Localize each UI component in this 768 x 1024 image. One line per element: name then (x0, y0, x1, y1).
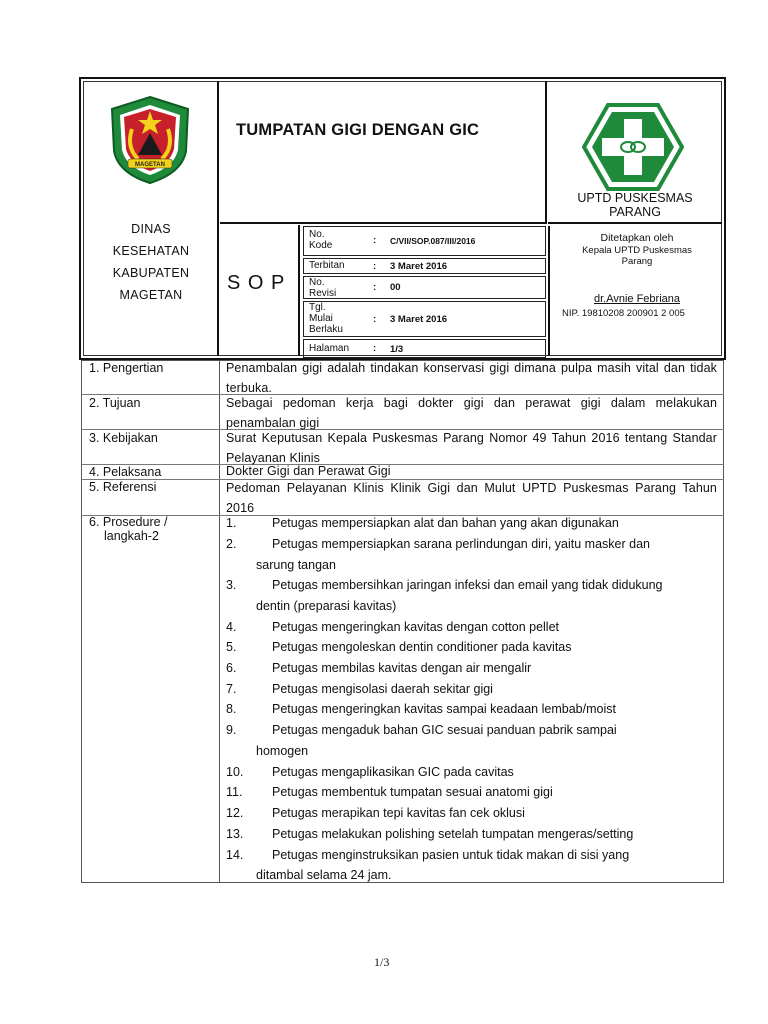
procedure-step-continuation: dentin (preparasi kavitas) (256, 599, 397, 613)
agency-name (83, 218, 219, 306)
section-label-referensi: 5. Referensi (89, 480, 157, 494)
sop-cell (220, 225, 300, 356)
page-number: 1/3 (374, 955, 390, 969)
approval-line-1: Ditetapkan oleh (600, 232, 674, 244)
procedure-step: 1. Petugas mempersiapkan alat dan bahan yang akan digunakan (226, 516, 619, 530)
section-text-pengertian: Penambalan gigi adalah tindakan konservasi gigi dimana pulpa masih vital dan tidak terbuka. (226, 361, 717, 395)
procedure-step: 9. Petugas mengaduk bahan GIC sesuai panduan pabrik sampai (226, 723, 617, 737)
title-cell (220, 81, 547, 224)
section-text-referensi: Pedoman Pelayanan Klinis Klinik Gigi dan Mulut UPTD Puskesmas Parang Tahun 2016 (226, 481, 717, 515)
procedure-step: 4. Petugas mengeringkan kavitas dengan cotton pellet (226, 620, 559, 634)
meta-sep-halaman: : (373, 343, 377, 354)
prosedure-label-line-2: langkah-2 (104, 529, 159, 543)
procedure-step: 11. Petugas membentuk tumpatan sesuai anatomi gigi (226, 785, 553, 799)
approval-line-2: Kepala UPTD Puskesmas (582, 245, 692, 256)
procedure-step-continuation: homogen (256, 744, 309, 758)
meta-divider (366, 226, 367, 358)
meta-value-revisi: 00 (390, 282, 401, 293)
approval-nip: NIP. 19810208 200901 2 005 (562, 308, 685, 319)
section-text-pelaksana: Dokter Gigi dan Perawat Gigi (226, 464, 391, 478)
document-title: TUMPATAN GIGI DENGAN GIC (236, 121, 480, 139)
meta-value-terbitan: 3 Maret 2016 (390, 261, 448, 272)
meta-label-kode: No. Kode (309, 229, 333, 251)
section-label-prosedure (81, 515, 227, 543)
meta-label-terbitan: Terbitan (309, 260, 345, 271)
org-name (548, 191, 722, 219)
meta-sep-tgl: : (373, 314, 377, 325)
section-label-kebijakan: 3. Kebijakan (89, 431, 158, 445)
puskesmas-logo-icon (582, 103, 684, 191)
meta-label-revisi: No. Revisi (309, 277, 337, 299)
agency-line-3: KABUPATEN (112, 266, 190, 280)
procedure-step-continuation: sarung tangan (256, 558, 336, 572)
approval-signatory: dr.Avnie Febriana (593, 293, 681, 305)
section-label-pengertian: 1. Pengertian (89, 361, 164, 375)
agency-line-4: MAGETAN (119, 288, 183, 302)
procedure-step: 12. Petugas merapikan tepi kavitas fan cek oklusi (226, 806, 525, 820)
agency-cell (83, 81, 219, 356)
meta-value-tgl: 3 Maret 2016 (390, 314, 448, 325)
meta-sep-revisi: : (373, 282, 377, 293)
procedure-step: 5. Petugas mengoleskan dentin conditioner pada kavitas (226, 640, 572, 654)
section-text-tujuan: Sebagai pedoman kerja bagi dokter gigi dan perawat gigi dalam melakukan penambalan gigi (226, 396, 717, 430)
procedure-step: 10. Petugas mengaplikasikan GIC pada cavitas (226, 765, 514, 779)
agency-line-2: KESEHATAN (112, 244, 190, 258)
meta-value-halaman: 1/3 (390, 344, 404, 355)
agency-line-1: DINAS (131, 222, 171, 236)
approval-line-3: Parang (621, 256, 653, 267)
magetan-emblem-icon (108, 95, 192, 185)
procedure-step: 3. Petugas membersihkan jaringan infeksi dan email yang tidak didukung (226, 578, 663, 592)
meta-sep-kode: : (373, 235, 377, 246)
procedure-step: 8. Petugas mengeringkan kavitas sampai keadaan lembab/moist (226, 702, 616, 716)
prosedure-label-line-1: 6. Prosedure / (89, 515, 168, 529)
approval-cell (548, 226, 722, 356)
meta-value-kode: C/VII/SOP.087/III/2016 (390, 236, 476, 246)
procedure-step: 6. Petugas membilas kavitas dengan air mengalir (226, 661, 532, 675)
meta-label-tgl: Tgl. Mulai Berlaku (309, 302, 343, 335)
meta-label-halaman: Halaman (309, 343, 350, 354)
section-label-pelaksana: 4. Pelaksana (89, 465, 162, 479)
section-label-tujuan: 2. Tujuan (89, 396, 141, 410)
svg-text:MAGETAN: MAGETAN (135, 162, 165, 168)
org-cell (548, 81, 722, 224)
meta-row-revisi (303, 276, 546, 299)
procedure-step: 2. Petugas mempersiapkan sarana perlindungan diri, yaitu masker dan (226, 537, 650, 551)
procedure-step: 14. Petugas menginstruksikan pasien untuk tidak makan di sisi yang (226, 848, 630, 862)
org-line-2: PARANG (609, 205, 661, 219)
procedure-step-continuation: ditambal selama 24 jam. (256, 868, 392, 882)
procedure-step: 13. Petugas melakukan polishing setelah tumpatan mengeras/setting (226, 827, 634, 841)
section-text-kebijakan: Surat Keputusan Kepala Puskesmas Parang Nomor 49 Tahun 2016 tentang Standar Pelayanan Klinis (226, 431, 717, 465)
org-line-1: UPTD PUSKESMAS (577, 191, 693, 205)
meta-sep-terbitan: : (373, 261, 377, 272)
procedure-step: 7. Petugas mengisolasi daerah sekitar gigi (226, 682, 493, 696)
sop-label: S O P (227, 272, 286, 294)
